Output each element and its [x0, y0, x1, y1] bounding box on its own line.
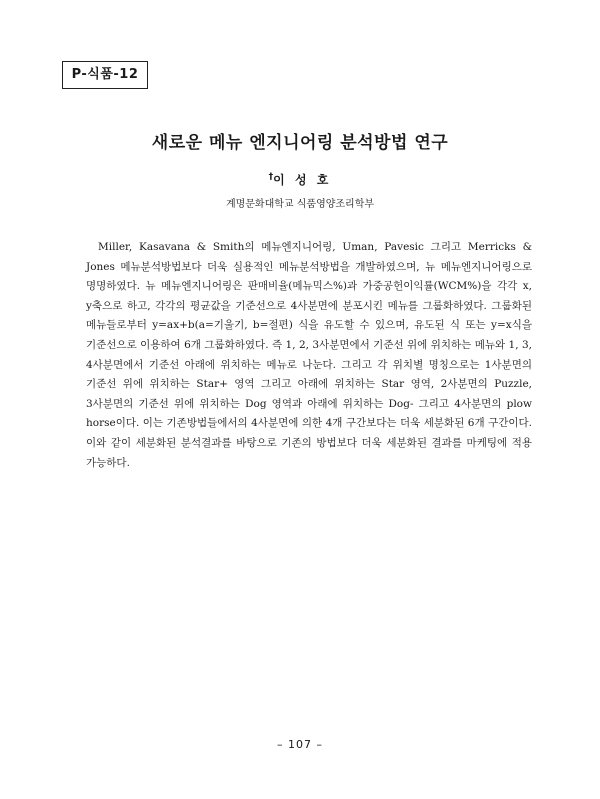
page-number: – 107 –	[277, 738, 323, 751]
session-code-box: P-식품-12	[62, 61, 148, 89]
author-line	[0, 171, 600, 188]
abstract-body: Miller, Kasavana & Smith의 메뉴엔지니어링, Uman, Pavesic 그리고 Merricks & Jones 메뉴분석방법보다 더욱 실용적인 메뉴분석방법을 개발하였으며, 뉴 메뉴엔지니어링으로 명명하였다. 뉴 메뉴엔지니어링은 판매비율(메뉴믹스%)과 가중공헌이익률(WCM%)을 각각 x, y축으로 하고, 각각의 평균값을 기준선으로 4사분면에 분포시킨 메뉴를 그룹화하였다. 그룹화된 메뉴들로부터 y=ax+b(a=기울기, b=절편) 식을 유도할 수 있으며, 유도된 식 또는 y=x식을 기준선으로 이용하여 6개 그룹화하였다. 즉 1, 2, 3사분면에서 기준선 위에 위치하는 메뉴와 1, 3, 4사분면에서 기준선 아래에 위치하는 메뉴로 나눈다. 그리고 각 위치별 명칭으로는 1사분면의 기준선 위에 위치하는 Star+ 영역 그리고 아래에 위치하는 Star 영역, 2사분면의 Puzzle, 3사분면의 기준선 위에 위치하는 Dog 영역과 아래에 위치하는 Dog- 그리고 4사분면의 plow horse이다. 이는 기존방법들에서의 4사분면에 의한 4개 구간보다는 더욱 세분화된 6개 구간이다. 이와 같이 세분화된 분석결과를 바탕으로 기존의 방법보다 더욱 세분화된 결과를 마케팅에 적용 가능하다.	[86, 241, 532, 469]
author-name: 이 성 호	[273, 173, 332, 187]
author-affiliation: 계명문화대학교 식품영양조리학부	[225, 199, 375, 210]
paper-title: 새로운 메뉴 엔지니어링 분석방법 연구	[151, 133, 449, 153]
corresponding-author-mark: †	[268, 172, 274, 182]
